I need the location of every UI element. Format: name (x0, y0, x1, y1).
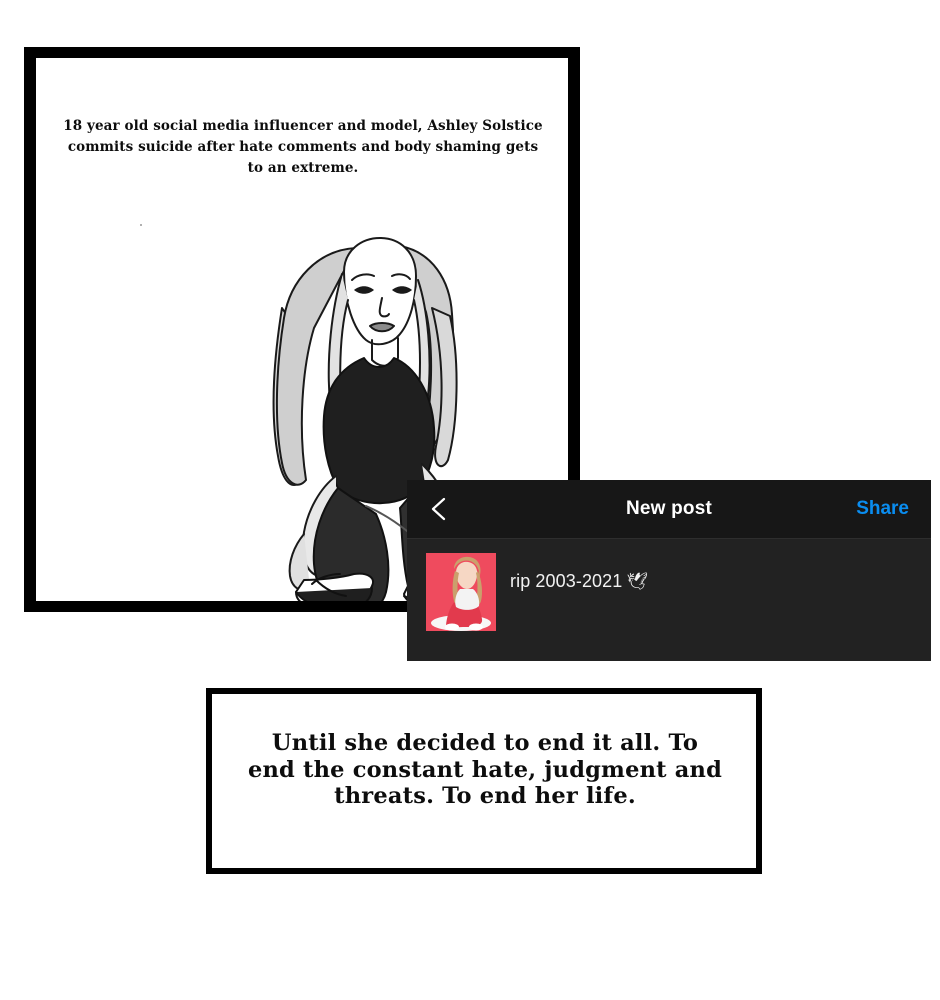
new-post-screen (407, 480, 931, 660)
post-thumbnail[interactable] (426, 553, 496, 631)
quote-card-frame (206, 688, 762, 874)
post-caption-text: rip 2003-2021 (510, 571, 623, 591)
page-title: New post (625, 498, 713, 519)
dove-icon: 🕊 (626, 572, 649, 591)
share-button[interactable]: Share (856, 498, 909, 519)
new-post-header (407, 480, 931, 539)
quote-card-inner (211, 693, 757, 869)
quote-text: Until she decided to end it all. To end the constant hate, judgment and threats. To end her life. (247, 730, 723, 810)
new-post-body (407, 539, 931, 661)
speck-mark (140, 224, 142, 226)
news-headline: 18 year old social media influencer and model, Ashley Solstice commits suicide after hate comments and body shaming gets to an extreme. (63, 118, 543, 176)
post-caption[interactable] (510, 571, 648, 592)
